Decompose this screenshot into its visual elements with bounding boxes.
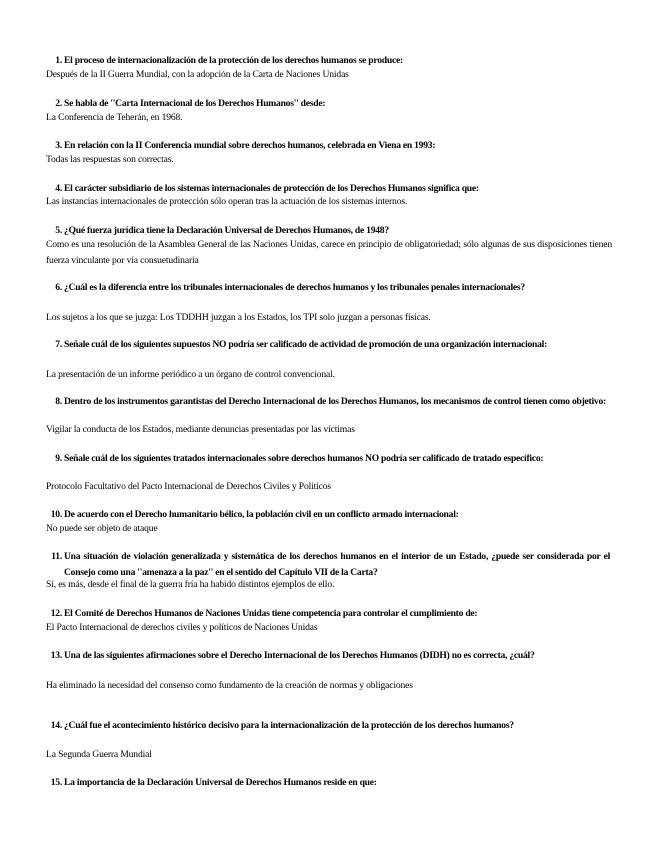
question (50, 648, 610, 664)
question-number: 4. (55, 183, 62, 194)
answer-text: No puede ser objeto de ataque (46, 523, 158, 534)
question (50, 718, 610, 734)
question-number: 1. (55, 55, 62, 66)
question-text: Dentro de los instrumentos garantistas del Derecho Internacional de los Derechos Humanos, los mecanismos de control tienen como objetivo: (64, 396, 606, 407)
question-text: El carácter subsidiario de los sistemas internacionales de protección de los Derechos Humanos significa que: (64, 183, 479, 194)
question-number: 14. (50, 720, 62, 731)
question-number: 7. (55, 339, 62, 350)
question-text: Una situación de violación generalizada y sistemática de los derechos humanos en el interior de un Estado, ¿puede ser considerada por el Consejo como una ''amenaza a la paz'' en el sentido del Capítulo VII de la Carta? (64, 551, 610, 578)
answer-text: La Conferencia de Teherán, en 1968. (46, 112, 183, 123)
answer-text: Sí, es más, desde el final de la guerra fría ha habido distintos ejemplos de ello. (46, 579, 335, 590)
question-number: 13. (50, 650, 62, 661)
question-text: En relación con la II Conferencia mundial sobre derechos humanos, celebrada en Viena en 1993: (64, 140, 436, 151)
answer-text: Las instancias internacionales de protección sólo operan tras la actuación de los sistemas internos. (46, 196, 408, 207)
question-number: 12. (50, 608, 62, 619)
answer-text: Ha eliminado la necesidad del consenso como fundamento de la creación de normas y obligaciones (46, 680, 413, 691)
answer-text: Como es una resolución de la Asamblea General de las Naciones Unidas, carece en principio de obligatoriedad; sólo algunas de sus disposiciones tienen fuerza vinculante por vía consuetudinaria (46, 239, 612, 266)
question-number: 6. (55, 282, 62, 293)
question-text: Señale cuál de los siguientes tratados internacionales sobre derechos humanos NO podría ser calificado de tratado específico: (64, 453, 544, 464)
answer-text: Vigilar la conducta de los Estados, mediante denuncias presentadas por las víctimas (46, 424, 355, 435)
answer-text: Los sujetos a los que se juzga: Los TDDHH juzgan a los Estados, los TPI solo juzgan a personas físicas. (46, 312, 431, 323)
question-text: Señale cuál de los siguientes supuestos NO podría ser calificado de actividad de promoción de una organización internacional: (64, 339, 548, 350)
question-text: Se habla de ''Carta Internacional de los Derechos Humanos'' desde: (64, 98, 326, 109)
question (55, 451, 610, 467)
question (55, 337, 610, 353)
question-number: 2. (55, 98, 62, 109)
question-number: 9. (55, 453, 62, 464)
answer-text: La Segunda Guerra Mundial (46, 749, 152, 760)
answer-text: Después de la II Guerra Mundial, con la adopción de la Carta de Naciones Unidas (46, 69, 349, 80)
answer-text: Protocolo Facultativo del Pacto Internacional de Derechos Civiles y Políticos (46, 481, 331, 492)
question (55, 394, 610, 410)
question-text: ¿Qué fuerza jurídica tiene la Declaración Universal de Derechos Humanos, de 1948? (64, 225, 389, 236)
question-number: 8. (55, 396, 62, 407)
question-number: 5. (55, 225, 62, 236)
question-number: 3. (55, 140, 62, 151)
question (55, 280, 610, 296)
question-text: ¿Cuál fue el acontecimiento histórico decisivo para la internacionalización de la protección de los derechos humanos? (64, 720, 514, 731)
answer-text: La presentación de un informe periódico a un órgano de control convencional. (46, 369, 335, 380)
question (50, 775, 610, 791)
answer-text: El Pacto Internacional de derechos civiles y políticos de Naciones Unidas (46, 622, 318, 633)
answer-text: Todas las respuestas son correctas. (46, 154, 174, 165)
question-text: Una de las siguientes afirmaciones sobre el Derecho Internacional de los Derechos Humanos (DIDH) no es correcta, ¿cuál? (64, 650, 535, 661)
question-number: 11. (51, 551, 62, 562)
question-text: El proceso de internacionalización de la protección de los derechos humanos se produce: (64, 55, 403, 66)
question-text: La importancia de la Declaración Universal de Derechos Humanos reside en que: (64, 777, 377, 788)
question-text: El Comité de Derechos Humanos de Naciones Unidas tiene competencia para controlar el cumplimiento de: (64, 608, 478, 619)
question-text: De acuerdo con el Derecho humanitario bélico, la población civil en un conflicto armado internacional: (64, 509, 459, 520)
question-number: 10. (50, 509, 62, 520)
question-number: 15. (50, 777, 62, 788)
question-text: ¿Cuál es la diferencia entre los tribunales internacionales de derechos humanos y los tribunales penales internacionales? (64, 282, 525, 293)
